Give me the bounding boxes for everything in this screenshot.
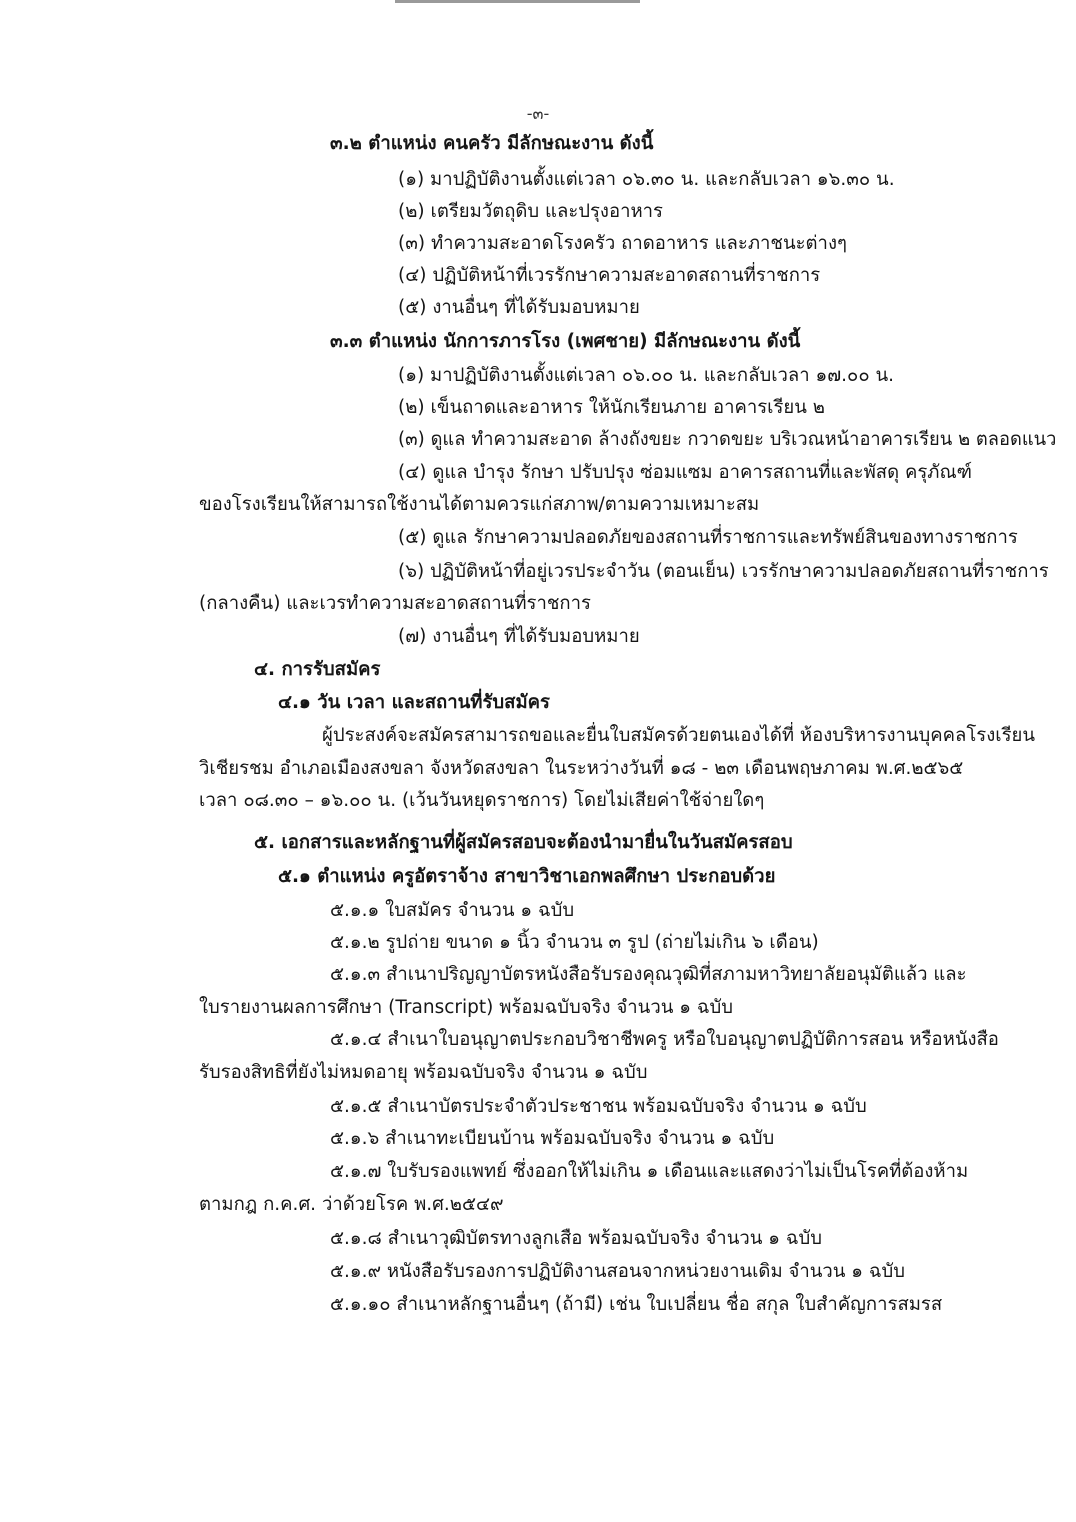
list-item: (๔) ดูแล บำรุง รักษา ปรับปรุง ซ่อมแซม อาคารสถานที่และพัสดุ ครุภัณฑ์ — [398, 462, 973, 483]
list-item: ๕.๑.๖ สำเนาทะเบียนบ้าน พร้อมฉบับจริง จำนวน ๑ ฉบับ — [330, 1128, 775, 1149]
list-item: (๕) งานอื่นๆ ที่ได้รับมอบหมาย — [398, 297, 640, 318]
list-item: (๒) เตรียมวัตถุดิบ และปรุงอาหาร — [398, 201, 663, 222]
list-item: ๕.๑.๗ ใบรับรองแพทย์ ซึ่งออกให้ไม่เกิน ๑ เดือนและแสดงว่าไม่เป็นโรคที่ต้องห้าม — [330, 1161, 969, 1182]
list-item: (๓) ทำความสะอาดโรงครัว ถาดอาหาร และภาชนะต่างๆ — [398, 233, 847, 254]
list-item: ๕.๑.๔ สำเนาใบอนุญาตประกอบวิชาชีพครู หรือใบอนุญาตปฏิบัติการสอน หรือหนังสือ — [330, 1029, 999, 1050]
list-item: (๖) ปฏิบัติหน้าที่อยู่เวรประจำวัน (ตอนเย็น) เวรรักษาความปลอดภัยสถานที่ราชการ — [398, 561, 1049, 582]
section-3-2-heading: ๓.๒ ตำแหน่ง คนครัว มีลักษณะงาน ดังนี้ — [330, 133, 654, 154]
section-5-1-heading: ๕.๑ ตำแหน่ง ครูอัตราจ้าง สาขาวิชาเอกพลศึกษา ประกอบด้วย — [278, 866, 776, 887]
list-item-continuation: รับรองสิทธิที่ยังไม่หมดอายุ พร้อมฉบับจริง จำนวน ๑ ฉบับ — [199, 1062, 648, 1083]
list-item: ๕.๑.๒ รูปถ่าย ขนาด ๑ นิ้ว จำนวน ๓ รูป (ถ่ายไม่เกิน ๖ เดือน) — [330, 932, 819, 953]
list-item: (๒) เข็นถาดและอาหาร ให้นักเรียนภาย อาคารเรียน ๒ — [398, 397, 825, 418]
list-item: ๕.๑.๑๐ สำเนาหลักฐานอื่นๆ (ถ้ามี) เช่น ใบเปลี่ยน ชื่อ สกุล ใบสำคัญการสมรส — [330, 1294, 943, 1315]
paragraph-line: วิเชียรชม อำเภอเมืองสงขลา จังหวัดสงขลา ในระหว่างวันที่ ๑๘ - ๒๓ เดือนพฤษภาคม พ.ศ.๒๕๖๕ — [199, 758, 964, 779]
page-number: -๓- — [526, 104, 550, 123]
list-item: (๔) ปฏิบัติหน้าที่เวรรักษาความสะอาดสถานที่ราชการ — [398, 265, 821, 286]
list-item: ๕.๑.๙ หนังสือรับรองการปฏิบัติงานสอนจากหน่วยงานเดิม จำนวน ๑ ฉบับ — [330, 1261, 906, 1282]
list-item: (๗) งานอื่นๆ ที่ได้รับมอบหมาย — [398, 626, 640, 647]
list-item: ๕.๑.๕ สำเนาบัตรประจำตัวประชาชน พร้อมฉบับจริง จำนวน ๑ ฉบับ — [330, 1096, 867, 1117]
list-item: ๕.๑.๓ สำเนาปริญญาบัตรหนังสือรับรองคุณวุฒิที่สภามหาวิทยาลัยอนุมัติแล้ว และ — [330, 964, 967, 985]
section-4-heading: ๔. การรับสมัคร — [254, 659, 381, 680]
list-item: (๓) ดูแล ทำความสะอาด ล้างถังขยะ กวาดขยะ บริเวณหน้าอาคารเรียน ๒ ตลอดแนว — [398, 429, 1057, 450]
list-item-continuation: ใบรายงานผลการศึกษา (Transcript) พร้อมฉบับจริง จำนวน ๑ ฉบับ — [199, 997, 733, 1018]
list-item-continuation: ของโรงเรียนให้สามารถใช้งานได้ตามควรแก่สภาพ/ตามความเหมาะสม — [199, 494, 760, 515]
scan-edge-line — [395, 0, 640, 3]
list-item: (๕) ดูแล รักษาความปลอดภัยของสถานที่ราชการและทรัพย์สินของทางราชการ — [398, 527, 1018, 548]
list-item: ๕.๑.๘ สำเนาวุฒิบัตรทางลูกเสือ พร้อมฉบับจริง จำนวน ๑ ฉบับ — [330, 1228, 822, 1249]
list-item: (๑) มาปฏิบัติงานตั้งแต่เวลา ๐๖.๓๐ น. และกลับเวลา ๑๖.๓๐ น. — [398, 169, 895, 190]
list-item: ๕.๑.๑ ใบสมัคร จำนวน ๑ ฉบับ — [330, 900, 575, 921]
section-5-heading: ๕. เอกสารและหลักฐานที่ผู้สมัครสอบจะต้องนำมายื่นในวันสมัครสอบ — [254, 832, 793, 853]
list-item-continuation: ตามกฎ ก.ค.ศ. ว่าด้วยโรค พ.ศ.๒๕๔๙ — [199, 1194, 504, 1215]
paragraph-line: เวลา ๐๘.๓๐ – ๑๖.๐๐ น. (เว้นวันหยุดราชการ) โดยไม่เสียค่าใช้จ่ายใดๆ — [199, 790, 765, 811]
section-4-1-heading: ๔.๑ วัน เวลา และสถานที่รับสมัคร — [278, 692, 550, 713]
section-3-3-heading: ๓.๓ ตำแหน่ง นักการภารโรง (เพศชาย) มีลักษณะงาน ดังนี้ — [330, 331, 801, 352]
list-item: (๑) มาปฏิบัติงานตั้งแต่เวลา ๐๖.๐๐ น. และกลับเวลา ๑๗.๐๐ น. — [398, 365, 895, 386]
list-item-continuation: (กลางคืน) และเวรทำความสะอาดสถานที่ราชการ — [199, 593, 591, 614]
paragraph-line: ผู้ประสงค์จะสมัครสามารถขอและยื่นใบสมัครด้วยตนเองได้ที่ ห้องบริหารงานบุคคลโรงเรียน — [322, 725, 1035, 746]
